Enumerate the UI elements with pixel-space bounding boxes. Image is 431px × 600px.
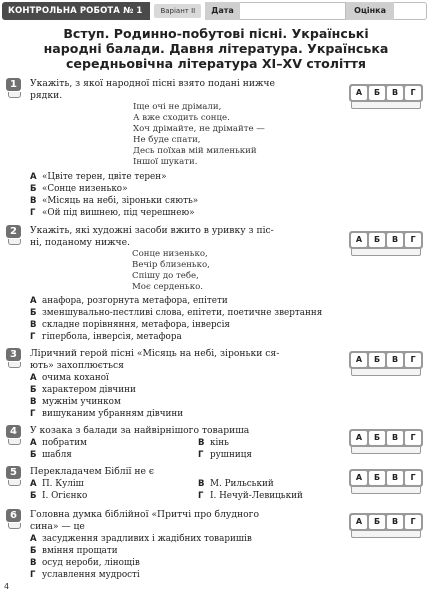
poem-line: Моє серденько. [132, 282, 203, 292]
page-number: 4 [4, 582, 10, 591]
option-b[interactable]: Б вміння прощати [30, 546, 118, 556]
variant-label: Варіант ІІ [154, 4, 201, 18]
option-c[interactable]: В кінь [198, 438, 229, 448]
option-c[interactable]: В «Місяць на небі, зіроньки сяють» [30, 196, 199, 206]
answer-cell-c[interactable]: В [387, 471, 403, 485]
answer-box-3[interactable] [349, 351, 423, 369]
answer-cell-c[interactable]: В [387, 353, 403, 367]
option-d[interactable]: Г рушниця [198, 450, 252, 460]
answer-cell-b[interactable]: Б [369, 431, 385, 445]
option-d[interactable]: Г «Ой під вишнею, під черешнею» [30, 208, 195, 218]
poem-line: Хоч дрімайте, не дрімайте — [133, 124, 265, 134]
option-a[interactable]: А побратим [30, 438, 87, 448]
question-line: У козака з балади за найвірнішого товариша [30, 425, 250, 436]
answer-cell-b[interactable]: Б [369, 471, 385, 485]
question-text [30, 78, 345, 102]
answer-box-1[interactable] [349, 84, 423, 102]
answer-cell-d[interactable]: Г [405, 233, 421, 247]
question-line: рядки. [30, 90, 63, 101]
question-number: 5 [6, 466, 21, 479]
question-number: 4 [6, 425, 21, 438]
question-line: Перекладачем Біблії не є [30, 466, 155, 477]
poem-line: Сонце низенько, [132, 249, 208, 259]
answer-cell-a[interactable]: А [351, 353, 367, 367]
option-c[interactable]: В складне порівняння, метафора, інверсія [30, 320, 230, 330]
answer-cell-a[interactable]: А [351, 233, 367, 247]
poem-line: Десь поїхав мій миленький [133, 146, 257, 156]
answer-cell-d[interactable]: Г [405, 353, 421, 367]
option-d[interactable]: Г уславлення мудрості [30, 570, 140, 580]
answer-cell-b[interactable]: Б [369, 86, 385, 100]
answer-cell-d[interactable]: Г [405, 515, 421, 529]
answer-cell-b[interactable]: Б [369, 515, 385, 529]
answer-cell-a[interactable]: А [351, 515, 367, 529]
option-a[interactable]: А засудження зрадливих і жадібних товаришів [30, 534, 252, 544]
question-number: 6 [6, 509, 21, 522]
answer-box-6[interactable] [349, 513, 423, 531]
date-field[interactable] [240, 2, 346, 20]
options-list [30, 372, 183, 420]
option-a[interactable]: А анафора, розгорнута метафора, епітети [30, 296, 228, 306]
question-text [30, 509, 345, 533]
header-bar [2, 2, 427, 20]
question-line: сина» — це [30, 521, 85, 532]
question-text [30, 348, 345, 372]
option-c[interactable]: В мужнім учинком [30, 397, 121, 407]
option-b[interactable]: Б І. Огієнко [30, 491, 88, 501]
test-title-label: КОНТРОЛЬНА РОБОТА № 1 [2, 2, 150, 20]
title-line: Вступ. Родинно-побутові пісні. Українські [63, 26, 369, 41]
title-line: народні балади. Давня література. Українська [43, 41, 389, 56]
question-line: ні, поданому нижче. [30, 237, 130, 248]
answer-cell-c[interactable]: В [387, 515, 403, 529]
option-d[interactable]: Г вишуканим убранням дівчини [30, 409, 184, 419]
options-list [30, 171, 198, 219]
question-number: 1 [6, 78, 21, 91]
answer-box-2[interactable] [349, 231, 423, 249]
answer-cell-c[interactable]: В [387, 86, 403, 100]
poem-line: Вечір близенько, [132, 260, 210, 270]
option-a[interactable]: А очима коханої [30, 373, 109, 383]
option-a[interactable]: А П. Куліш [30, 479, 84, 489]
answer-cell-a[interactable]: А [351, 431, 367, 445]
title-line: середньовічна література XI–XV століття [65, 56, 367, 71]
option-b[interactable]: Б шабля [30, 450, 72, 460]
option-d[interactable]: Г гіпербола, інверсія, метафора [30, 332, 182, 342]
option-a[interactable]: А «Цвіте терен, цвіте терен» [30, 172, 167, 182]
question-number: 3 [6, 348, 21, 361]
answer-cell-c[interactable]: В [387, 233, 403, 247]
page-title [20, 26, 412, 71]
answer-cell-d[interactable]: Г [405, 431, 421, 445]
answer-box-4[interactable] [349, 429, 423, 447]
option-c[interactable]: В М. Рильський [198, 479, 274, 489]
option-b[interactable]: Б «Сонце низенько» [30, 184, 128, 194]
answer-cell-b[interactable]: Б [369, 353, 385, 367]
question-line: ють» захоплюється [30, 360, 124, 371]
grade-field[interactable] [394, 2, 427, 20]
answer-box-5[interactable] [349, 469, 423, 487]
question-text [30, 225, 345, 249]
option-d[interactable]: Г І. Нечуй-Левицький [198, 491, 303, 501]
options-list [30, 295, 322, 343]
option-b[interactable]: Б зменшувально-пестливі слова, епітети, поетичне звертання [30, 308, 323, 318]
options-list [30, 533, 252, 581]
question-text [30, 425, 345, 437]
answer-cell-d[interactable]: Г [405, 471, 421, 485]
poem-excerpt [132, 249, 210, 293]
question-line: Укажіть, які художні засоби вжито в уривку з піс- [30, 225, 274, 236]
answer-cell-c[interactable]: В [387, 431, 403, 445]
question-line: Ліричний герой пісні «Місяць на небі, зіроньки ся- [30, 348, 280, 359]
option-b[interactable]: Б характером дівчини [30, 385, 136, 395]
question-number: 2 [6, 225, 21, 238]
poem-line: Іще очі не дрімали, [133, 102, 222, 112]
answer-cell-a[interactable]: А [351, 471, 367, 485]
poem-line: Іншої шукати. [133, 157, 198, 167]
poem-excerpt [133, 102, 265, 168]
question-text [30, 466, 345, 478]
grade-label: Оцінка [346, 2, 394, 20]
poem-line: Не буде спати, [133, 135, 201, 145]
answer-cell-b[interactable]: Б [369, 233, 385, 247]
answer-cell-a[interactable]: А [351, 86, 367, 100]
poem-line: Спішу до тебе, [132, 271, 199, 281]
option-c[interactable]: В осуд нероби, лінощів [30, 558, 140, 568]
question-line: Укажіть, з якої народної пісні взято подані нижче [30, 78, 275, 89]
poem-line: А вже сходить сонце. [133, 113, 230, 123]
answer-cell-d[interactable]: Г [405, 86, 421, 100]
question-line: Головна думка біблійної «Притчі про блудного [30, 509, 259, 520]
date-label: Дата [205, 2, 240, 20]
